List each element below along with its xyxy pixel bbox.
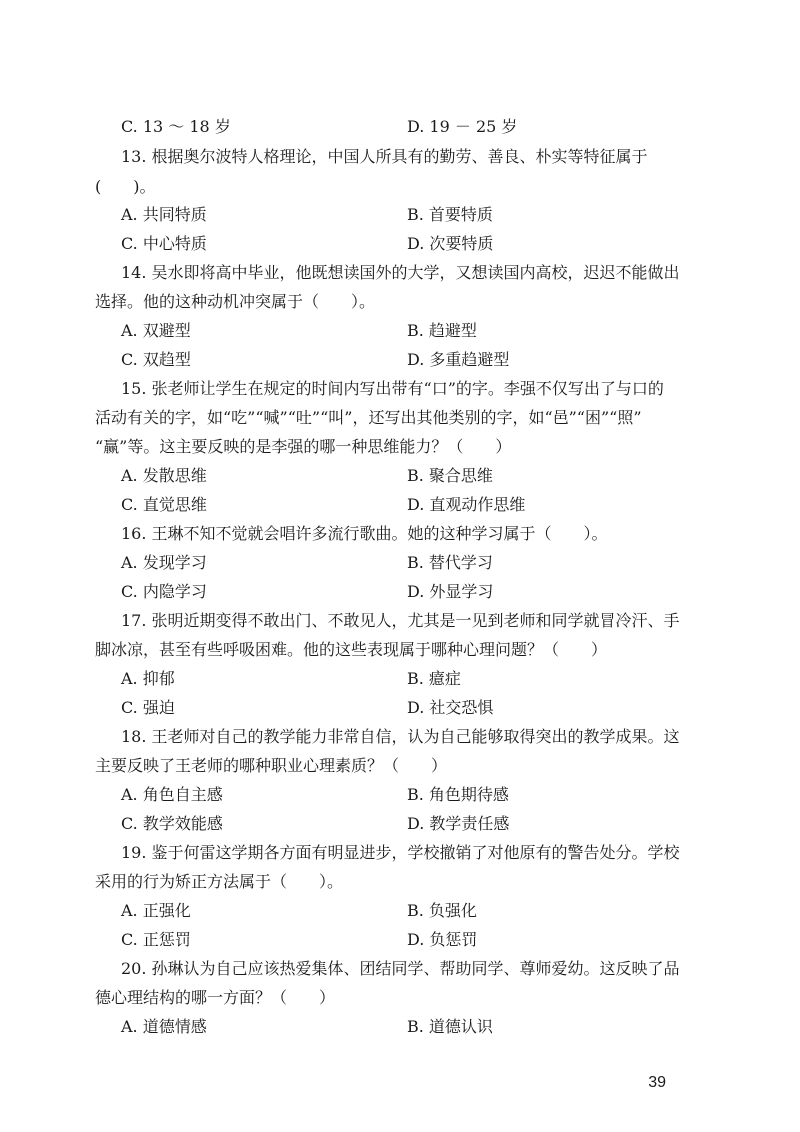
q20-options-row-1 — [121, 1015, 721, 1039]
q17-option-d: D. 社交恐惧 — [407, 698, 494, 717]
q17-option-c: C. 强迫 — [121, 698, 175, 717]
q14-stem-line-2: 选择。他的这种动机冲突属于（ ）。 — [95, 292, 376, 311]
q16-options-row-2 — [121, 580, 721, 604]
q12-option-c: C. 13 ～ 18 岁 — [121, 117, 231, 136]
page-number: 39 — [648, 1074, 666, 1091]
q15-stem-line-1: 15. 张老师让学生在规定的时间内写出带有“口”的字。李强不仅写出了与口的 — [121, 379, 664, 398]
q18-options-row-2 — [121, 812, 721, 836]
q20-option-a: A. 道德情感 — [121, 1017, 207, 1036]
q14-options-row-2 — [121, 348, 721, 372]
q17-stem-line-1: 17. 张明近期变得不敢出门、不敢见人，尤其是一见到老师和同学就冒冷汗、手 — [121, 611, 680, 630]
q20-stem-line-2: 德心理结构的哪一方面？（ ） — [95, 988, 336, 1007]
q13-stem-line-1: 13. 根据奥尔波特人格理论，中国人所具有的勤劳、善良、朴实等特征属于 — [121, 147, 648, 166]
q19-option-b: B. 负强化 — [407, 901, 477, 920]
q16-options-row-1 — [121, 551, 721, 575]
q15-option-c: C. 直觉思维 — [121, 495, 207, 514]
q15-options-row-1 — [121, 464, 721, 488]
q18-options-row-1 — [121, 783, 721, 807]
q18-option-b: B. 角色期待感 — [407, 785, 509, 804]
q15-stem-line-3: “赢”等。这主要反映的是李强的哪一种思维能力？（ ） — [95, 437, 512, 456]
q16-option-c: C. 内隐学习 — [121, 582, 207, 601]
q13-option-c: C. 中心特质 — [121, 234, 207, 253]
q18-option-c: C. 教学效能感 — [121, 814, 223, 833]
q13-option-a: A. 共同特质 — [121, 205, 207, 224]
q16-option-b: B. 替代学习 — [407, 553, 493, 572]
q15-option-b: B. 聚合思维 — [407, 466, 493, 485]
q18-option-a: A. 角色自主感 — [121, 785, 223, 804]
q14-option-c: C. 双趋型 — [121, 350, 191, 369]
q12-options-row-1 — [121, 115, 721, 139]
q13-option-b: B. 首要特质 — [407, 205, 493, 224]
q13-options-row-1 — [121, 203, 721, 227]
q19-options-row-2 — [121, 928, 721, 952]
q19-option-c: C. 正惩罚 — [121, 930, 191, 949]
q19-stem-line-1: 19. 鉴于何雷这学期各方面有明显进步，学校撤销了对他原有的警告处分。学校 — [121, 843, 680, 862]
q14-option-d: D. 多重趋避型 — [407, 350, 510, 369]
q18-stem-line-2: 主要反映了王老师的哪种职业心理素质？（ ） — [95, 756, 448, 775]
q17-stem-line-2: 脚冰凉，甚至有些呼吸困难。他的这些表现属于哪种心理问题？（ ） — [95, 640, 608, 659]
q13-options-row-2 — [121, 232, 721, 256]
q19-option-d: D. 负惩罚 — [407, 930, 478, 949]
q17-options-row-2 — [121, 696, 721, 720]
q14-options-row-1 — [121, 319, 721, 343]
q13-stem-line-2: ( )。 — [95, 177, 156, 196]
q14-option-b: B. 趋避型 — [407, 321, 477, 340]
q20-stem-line-1: 20. 孙琳认为自己应该热爱集体、团结同学、帮助同学、尊师爱幼。这反映了品 — [121, 959, 680, 978]
q20-option-b: B. 道德认识 — [407, 1017, 493, 1036]
q18-option-d: D. 教学责任感 — [407, 814, 510, 833]
q15-options-row-2 — [121, 493, 721, 517]
q17-option-a: A. 抑郁 — [121, 669, 175, 688]
q17-options-row-1 — [121, 667, 721, 691]
q15-stem-line-2: 活动有关的字，如“吃”“喊”“吐”“叫”，还写出其他类别的字，如“邑”“困”“照” — [95, 408, 642, 427]
q15-option-d: D. 直观动作思维 — [407, 495, 526, 514]
q19-options-row-1 — [121, 899, 721, 923]
q16-option-a: A. 发现学习 — [121, 553, 207, 572]
q14-option-a: A. 双避型 — [121, 321, 191, 340]
q16-stem-line-1: 16. 王琳不知不觉就会唱许多流行歌曲。她的这种学习属于（ ）。 — [121, 524, 608, 543]
q17-option-b: B. 癔症 — [407, 669, 461, 688]
q14-stem-line-1: 14. 吴水即将高中毕业，他既想读国外的大学，又想读国内高校，迟迟不能做出 — [121, 263, 680, 282]
q19-stem-line-2: 采用的行为矫正方法属于（ ）。 — [95, 872, 344, 891]
q16-option-d: D. 外显学习 — [407, 582, 494, 601]
q19-option-a: A. 正强化 — [121, 901, 191, 920]
q13-option-d: D. 次要特质 — [407, 234, 494, 253]
q18-stem-line-1: 18. 王老师对自己的教学能力非常自信，认为自己能够取得突出的教学成果。这 — [121, 727, 680, 746]
q15-option-a: A. 发散思维 — [121, 466, 207, 485]
q12-option-d: D. 19 － 25 岁 — [407, 117, 518, 136]
